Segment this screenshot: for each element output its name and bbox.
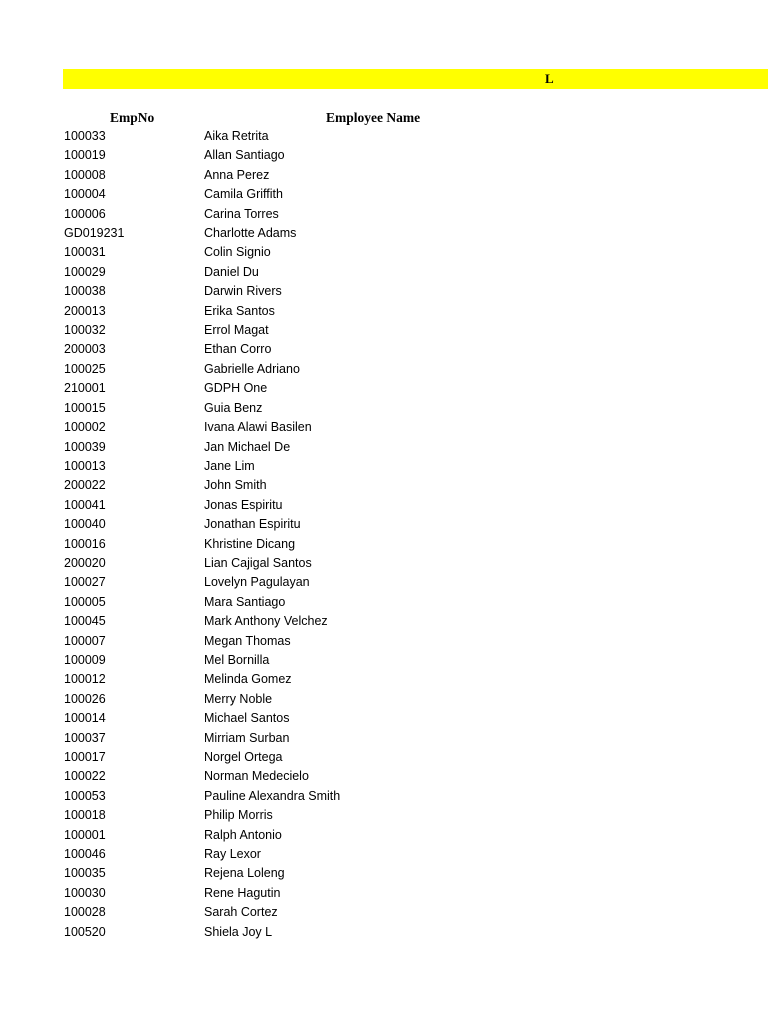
table-row xyxy=(0,185,768,204)
empno-cell: GD019231 xyxy=(64,226,125,241)
table-row xyxy=(0,748,768,767)
table-row xyxy=(0,612,768,631)
empno-cell: 100013 xyxy=(64,458,106,473)
table-row xyxy=(0,554,768,573)
employee-name-cell: GDPH One xyxy=(204,381,268,396)
empno-cell: 100520 xyxy=(64,924,106,939)
employee-name-cell: Jane Lim xyxy=(204,458,255,473)
employee-name-cell: Mara Santiago xyxy=(204,594,286,609)
employee-name-cell: Carina Torres xyxy=(204,206,279,221)
employee-name-cell: Rejena Loleng xyxy=(204,866,285,881)
empno-cell: 100041 xyxy=(64,497,106,512)
empno-cell: 100001 xyxy=(64,827,106,842)
table-row xyxy=(0,515,768,534)
employee-name-cell: Aika Retrita xyxy=(204,129,269,143)
employee-name-cell: Anna Perez xyxy=(204,167,270,182)
empno-cell: 100004 xyxy=(64,187,106,202)
empno-cell: 100053 xyxy=(64,788,106,803)
employee-name-cell: Charlotte Adams xyxy=(204,226,297,241)
employee-name-cell: Melinda Gomez xyxy=(204,672,292,687)
empno-cell: 100037 xyxy=(64,730,106,745)
table-row xyxy=(0,146,768,165)
employee-name-cell: Jonathan Espiritu xyxy=(204,517,301,532)
employee-name-cell: Darwin Rivers xyxy=(204,284,282,299)
highlighted-title-bar xyxy=(63,69,768,89)
table-row xyxy=(0,729,768,748)
empno-cell: 100007 xyxy=(64,633,106,648)
empno-cell: 100033 xyxy=(64,129,106,143)
empno-cell: 210001 xyxy=(64,381,106,396)
employee-name-cell: Pauline Alexandra Smith xyxy=(204,788,341,803)
empno-cell: 100028 xyxy=(64,905,106,920)
table-row xyxy=(0,340,768,359)
table-row xyxy=(0,476,768,495)
table-row xyxy=(0,496,768,515)
employee-name-cell: Khristine Dicang xyxy=(204,536,296,551)
empno-cell: 100025 xyxy=(64,361,106,376)
employee-name-cell: Ray Lexor xyxy=(204,847,261,862)
table-row xyxy=(0,457,768,476)
empno-cell: 200022 xyxy=(64,478,106,493)
employee-name-cell: Ivana Alawi Basilen xyxy=(204,420,312,435)
column-header-empno: EmpNo xyxy=(110,110,155,125)
table-row xyxy=(0,670,768,689)
employee-name-cell: Jonas Espiritu xyxy=(204,497,283,512)
column-header-employee-name: Employee Name xyxy=(326,110,421,125)
empno-cell: 100032 xyxy=(64,323,106,338)
employee-name-cell: Sarah Cortez xyxy=(204,905,278,920)
table-row xyxy=(0,923,768,942)
empno-cell: 200013 xyxy=(64,303,106,318)
table-row xyxy=(0,709,768,728)
employee-name-cell: Lian Cajigal Santos xyxy=(204,555,312,570)
table-row xyxy=(0,127,768,146)
table-row xyxy=(0,360,768,379)
empno-cell: 100016 xyxy=(64,536,106,551)
employee-name-cell: Erika Santos xyxy=(204,303,275,318)
employee-name-cell: Megan Thomas xyxy=(204,633,291,648)
table-row xyxy=(0,302,768,321)
employee-name-cell: Colin Signio xyxy=(204,245,271,260)
empno-cell: 100008 xyxy=(64,167,106,182)
employee-name-cell: Gabrielle Adriano xyxy=(204,361,300,376)
table-row xyxy=(0,903,768,922)
empno-cell: 100035 xyxy=(64,866,106,881)
employee-name-cell: Camila Griffith xyxy=(204,187,283,202)
employee-name-cell: Ralph Antonio xyxy=(204,827,282,842)
empno-cell: 100002 xyxy=(64,420,106,435)
table-row xyxy=(0,166,768,185)
table-row xyxy=(0,845,768,864)
employee-name-cell: Norgel Ortega xyxy=(204,750,283,764)
empno-cell: 100027 xyxy=(64,575,106,590)
empno-cell: 100005 xyxy=(64,594,106,609)
table-row xyxy=(0,224,768,243)
table-row xyxy=(0,418,768,437)
empno-cell: 100009 xyxy=(64,652,106,667)
employee-name-cell: Jan Michael De xyxy=(204,439,291,454)
empno-cell: 100030 xyxy=(64,885,106,900)
table-row xyxy=(0,379,768,398)
empno-cell: 100040 xyxy=(64,517,106,532)
employee-name-cell: Michael Santos xyxy=(204,711,290,726)
empno-cell: 100031 xyxy=(64,245,106,260)
employee-name-cell: Mark Anthony Velchez xyxy=(204,614,328,629)
employee-name-cell: Merry Noble xyxy=(204,691,273,706)
table-row xyxy=(0,399,768,418)
employee-name-cell: Mirriam Surban xyxy=(204,730,290,745)
table-row xyxy=(0,593,768,612)
employee-name-cell: Ethan Corro xyxy=(204,342,272,357)
table-row xyxy=(0,884,768,903)
table-row xyxy=(0,651,768,670)
table-row xyxy=(0,864,768,883)
empno-cell: 100046 xyxy=(64,847,106,862)
employee-name-cell: Norman Medecielo xyxy=(204,769,309,784)
table-row xyxy=(0,282,768,301)
empno-cell: 100018 xyxy=(64,808,106,823)
empno-cell: 100017 xyxy=(64,750,106,764)
table-row xyxy=(0,632,768,651)
table-row xyxy=(0,263,768,282)
table-row xyxy=(0,573,768,592)
employee-name-cell: Allan Santiago xyxy=(204,148,285,163)
table-row xyxy=(0,690,768,709)
empno-cell: 100015 xyxy=(64,400,106,415)
employee-table-body xyxy=(0,127,768,942)
empno-cell: 100039 xyxy=(64,439,106,454)
empno-cell: 200020 xyxy=(64,555,106,570)
table-row xyxy=(0,767,768,786)
banner-title: L xyxy=(545,71,554,86)
employee-name-cell: Rene Hagutin xyxy=(204,885,281,900)
empno-cell: 100029 xyxy=(64,264,106,279)
table-row xyxy=(0,321,768,340)
empno-cell: 100014 xyxy=(64,711,106,726)
employee-name-cell: Lovelyn Pagulayan xyxy=(204,575,310,590)
empno-cell: 100006 xyxy=(64,206,106,221)
table-row xyxy=(0,438,768,457)
employee-name-cell: Shiela Joy L xyxy=(204,924,273,939)
table-row xyxy=(0,205,768,224)
empno-cell: 100022 xyxy=(64,769,106,784)
table-row xyxy=(0,826,768,845)
empno-cell: 200003 xyxy=(64,342,106,357)
employee-name-cell: Guia Benz xyxy=(204,400,263,415)
employee-name-cell: Errol Magat xyxy=(204,323,269,338)
table-row xyxy=(0,787,768,806)
empno-cell: 100019 xyxy=(64,148,106,163)
empno-cell: 100026 xyxy=(64,691,106,706)
employee-name-cell: John Smith xyxy=(204,478,267,493)
empno-cell: 100012 xyxy=(64,672,106,687)
empno-cell: 100038 xyxy=(64,284,106,299)
employee-name-cell: Philip Morris xyxy=(204,808,273,823)
table-row xyxy=(0,535,768,554)
table-row xyxy=(0,806,768,825)
table-row xyxy=(0,243,768,262)
employee-name-cell: Mel Bornilla xyxy=(204,652,270,667)
empno-cell: 100045 xyxy=(64,614,106,629)
employee-name-cell: Daniel Du xyxy=(204,264,259,279)
